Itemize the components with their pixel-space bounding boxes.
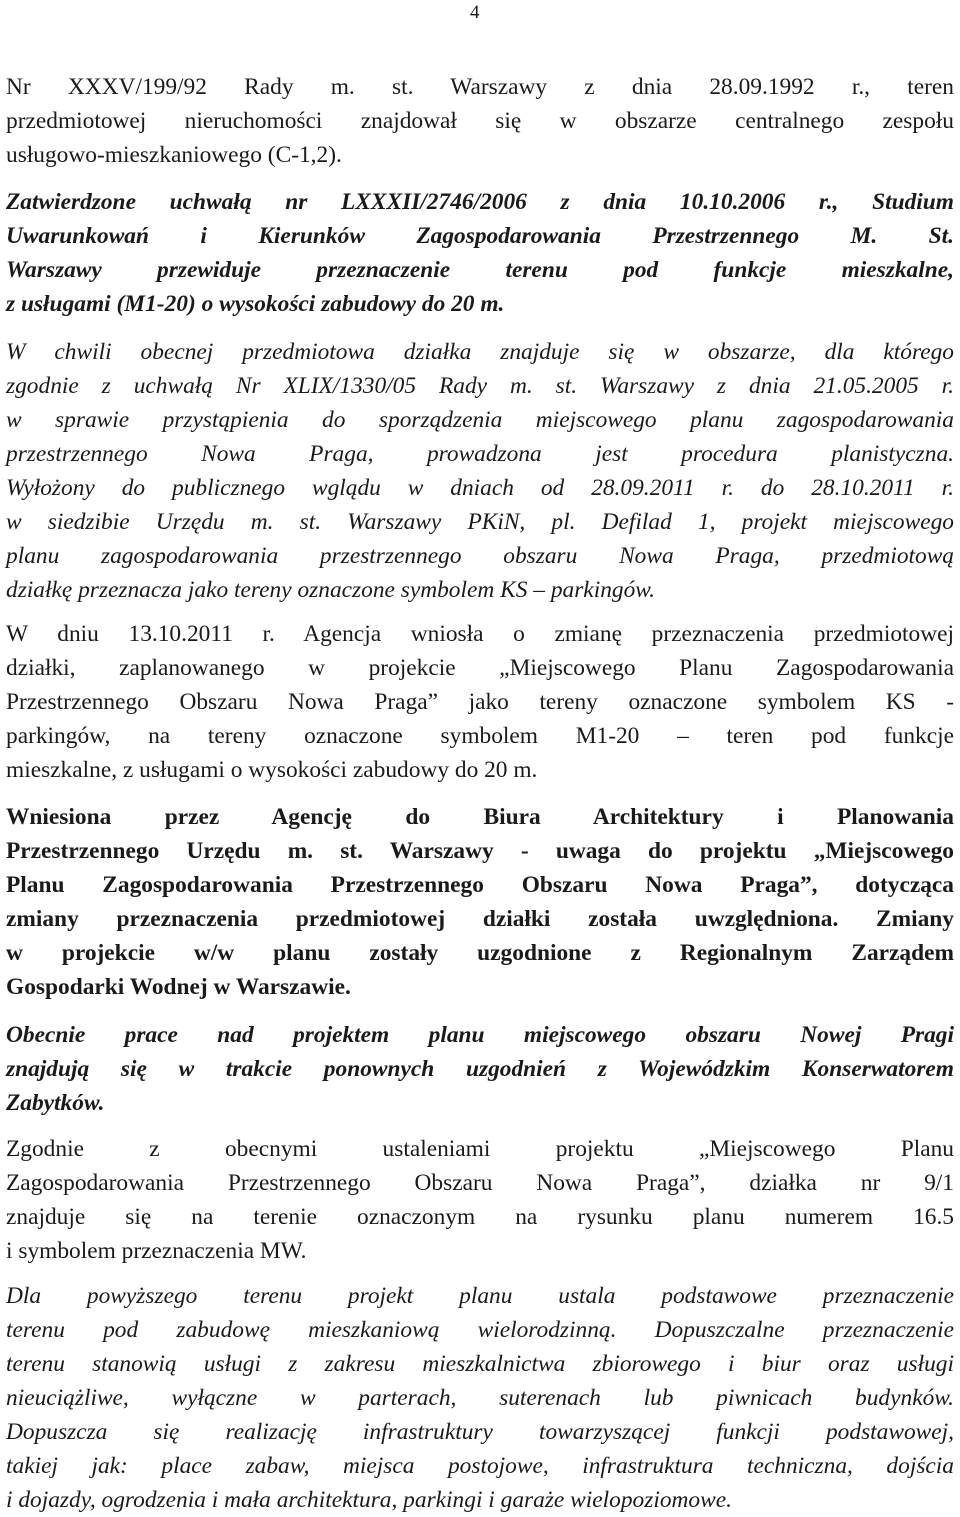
text-line: przedmiotowej nieruchomości znajdował się w obszarze centralnego zespołu (6, 108, 954, 134)
paragraph-remark-accepted (6, 800, 954, 1004)
text-line: w projekcie w/w planu zostały uzgodnione z Regionalnym Zarządem (6, 940, 954, 966)
paragraph-current-work (6, 1018, 954, 1120)
text-line: Wyłożony do publicznego wglądu w dniach od 28.09.2011 r. do 28.10.2011 r. (6, 475, 954, 501)
paragraph-land-use (6, 1279, 954, 1517)
text-line: znajduje się na terenie oznaczonym na rysunku planu numerem 16.5 (6, 1204, 954, 1230)
text-line: Obecnie prace nad projektem planu miejscowego obszaru Nowej Pragi (6, 1022, 954, 1048)
page-number: 4 (470, 2, 480, 23)
text-line: Dopuszcza się realizację infrastruktury towarzyszącej funkcji podstawowej, (6, 1419, 954, 1445)
paragraph-study-2006 (6, 185, 954, 321)
text-line: usługowo-mieszkaniowego (C-1,2). (6, 142, 342, 168)
text-line: W chwili obecnej przedmiotowa działka znajduje się w obszarze, dla którego (6, 339, 954, 365)
text-line: i dojazdy, ogrodzenia i mała architektura, parkingi i garaże wielopoziomowe. (6, 1487, 732, 1513)
text-line: takiej jak: place zabaw, miejsca postojowe, infrastruktura techniczna, dojścia (6, 1453, 954, 1479)
text-line: Nr XXXV/199/92 Rady m. st. Warszawy z dnia 28.09.1992 r., teren (6, 74, 954, 100)
text-line: znajdują się w trakcie ponownych uzgodnień z Wojewódzkim Konserwatorem (6, 1056, 954, 1082)
text-line: działkę przeznacza jako tereny oznaczone symbolem KS – parkingów. (6, 577, 655, 603)
text-line: z usługami (M1-20) o wysokości zabudowy do 20 m. (6, 291, 505, 317)
paragraph-planning-procedure (6, 335, 954, 607)
text-line: Zgodnie z obecnymi ustaleniami projektu „Miejscowego Planu (6, 1136, 954, 1162)
text-line: planu zagospodarowania przestrzennego obszaru Nowa Praga, przedmiotową (6, 543, 954, 569)
text-line: Zagospodarowania Przestrzennego Obszaru Nowa Praga”, działka nr 9/1 (6, 1170, 954, 1196)
text-line: parkingów, na tereny oznaczone symbolem M1-20 – teren pod funkcje (6, 723, 954, 749)
text-line: Planu Zagospodarowania Przestrzennego Obszaru Nowa Praga”, dotycząca (6, 872, 954, 898)
text-line: Dla powyższego terenu projekt planu ustala podstawowe przeznaczenie (6, 1283, 954, 1309)
text-line: nieuciążliwe, wyłączne w parterach, suterenach lub piwnicach budynków. (6, 1385, 954, 1411)
paragraph-agency-request (6, 617, 954, 787)
text-line: Zatwierdzone uchwałą nr LXXXII/2746/2006 z dnia 10.10.2006 r., Studium (6, 189, 954, 215)
text-line: W dniu 13.10.2011 r. Agencja wniosła o zmianę przeznaczenia przedmiotowej (6, 621, 954, 647)
text-line: działki, zaplanowanego w projekcie „Miejscowego Planu Zagospodarowania (6, 655, 954, 681)
text-line: terenu stanowią usługi z zakresu mieszkalnictwa zbiorowego i biur oraz usługi (6, 1351, 954, 1377)
text-line: Przestrzennego Urzędu m. st. Warszawy - uwaga do projektu „Miejscowego (6, 838, 954, 864)
text-line: i symbolem przeznaczenia MW. (6, 1238, 307, 1264)
text-line: Przestrzennego Obszaru Nowa Praga” jako tereny oznaczone symbolem KS - (6, 689, 954, 715)
text-line: zgodnie z uchwałą Nr XLIX/1330/05 Rady m. st. Warszawy z dnia 21.05.2005 r. (6, 373, 954, 399)
text-line: przestrzennego Nowa Praga, prowadzona jest procedura planistyczna. (6, 441, 954, 467)
text-line: Uwarunkowań i Kierunków Zagospodarowania Przestrzennego M. St. (6, 223, 954, 249)
text-line: w sprawie przystąpienia do sporządzenia miejscowego planu zagospodarowania (6, 407, 954, 433)
paragraph-current-findings (6, 1132, 954, 1268)
text-line: Warszawy przewiduje przeznaczenie terenu pod funkcje mieszkalne, (6, 257, 954, 283)
text-line: Wniesiona przez Agencję do Biura Architektury i Planowania (6, 804, 954, 830)
text-line: w siedzibie Urzędu m. st. Warszawy PKiN, pl. Defilad 1, projekt miejscowego (6, 509, 954, 535)
paragraph-resolution-1992 (6, 70, 954, 172)
text-line: mieszkalne, z usługami o wysokości zabudowy do 20 m. (6, 757, 538, 783)
text-line: terenu pod zabudowę mieszkaniową wielorodzinną. Dopuszczalne przeznaczenie (6, 1317, 954, 1343)
text-line: Zabytków. (6, 1090, 105, 1116)
text-line: Gospodarki Wodnej w Warszawie. (6, 974, 351, 1000)
text-line: zmiany przeznaczenia przedmiotowej działki została uwzględniona. Zmiany (6, 906, 954, 932)
